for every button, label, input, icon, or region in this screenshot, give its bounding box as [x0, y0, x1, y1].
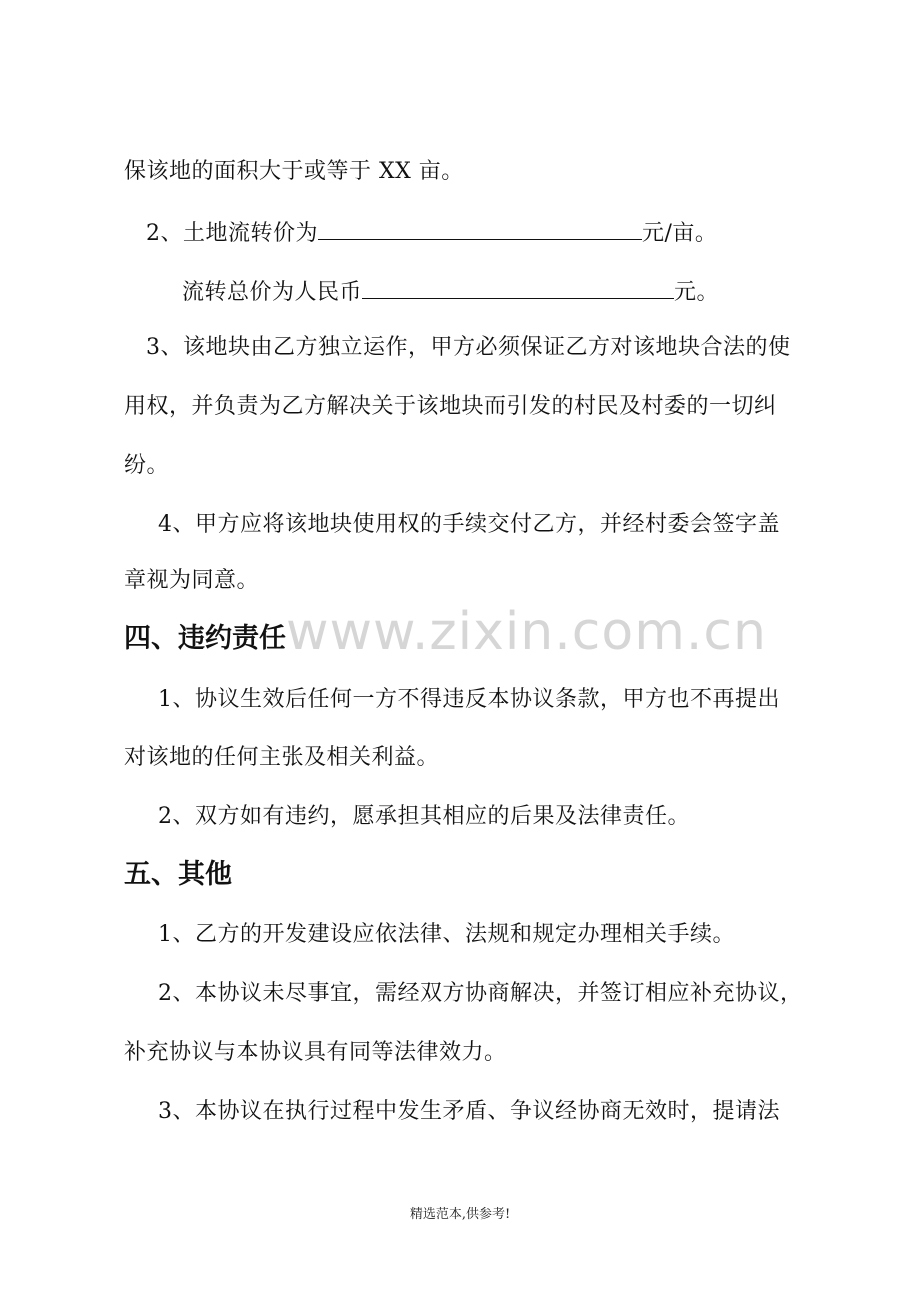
clause-4-line-2: 章视为同意。 [124, 568, 260, 593]
price-per-mu-unit: 元/亩。 [642, 221, 718, 246]
other-item-2-line-2: 补充协议与本协议具有同等法律效力。 [124, 1040, 507, 1065]
clause-4-line-1: 4、甲方应将该地块使用权的手续交付乙方，并经村委会签字盖 [158, 512, 780, 537]
total-price-blank[interactable] [362, 274, 674, 299]
clause-3-line-3: 纷。 [124, 453, 170, 478]
breach-item-1-line-1: 1、协议生效后任何一方不得违反本协议条款，甲方也不再提出 [158, 687, 780, 712]
total-price-label: 流转总价为人民币 [182, 280, 363, 305]
price-per-mu-label: 2、土地流转价为 [146, 221, 318, 246]
paragraph-total-price [182, 274, 719, 308]
paragraph-price-per-mu [146, 215, 717, 249]
total-price-unit: 元。 [674, 280, 720, 305]
other-item-3-line-1: 3、本协议在执行过程中发生矛盾、争议经协商无效时，提请法 [158, 1099, 780, 1124]
other-item-1: 1、乙方的开发建设应依法律、法规和规定办理相关手续。 [158, 922, 735, 947]
clause-3-line-2: 用权，并负责为乙方解决关于该地块而引发的村民及村委的一切纠 [124, 394, 777, 419]
clause-3-line-1: 3、该地块由乙方独立运作，甲方必须保证乙方对该地块合法的使 [146, 335, 791, 360]
watermark: www.zixin.com.cn [286, 602, 767, 662]
price-per-mu-blank[interactable] [318, 215, 642, 240]
section-heading-breach: 四、违约责任 [124, 623, 286, 654]
paragraph-area-guarantee: 保该地的面积大于或等于 XX 亩。 [124, 159, 464, 184]
other-item-2-line-1: 2、本协议未尽事宜，需经双方协商解决，并签订相应补充协议， [158, 981, 803, 1006]
breach-item-2: 2、双方如有违约，愿承担其相应的后果及法律责任。 [158, 804, 690, 829]
breach-item-1-line-2: 对该地的任何主张及相关利益。 [124, 745, 440, 770]
section-heading-other: 五、其他 [124, 859, 232, 890]
page-footer: 精选范本,供参考! [409, 1207, 511, 1222]
